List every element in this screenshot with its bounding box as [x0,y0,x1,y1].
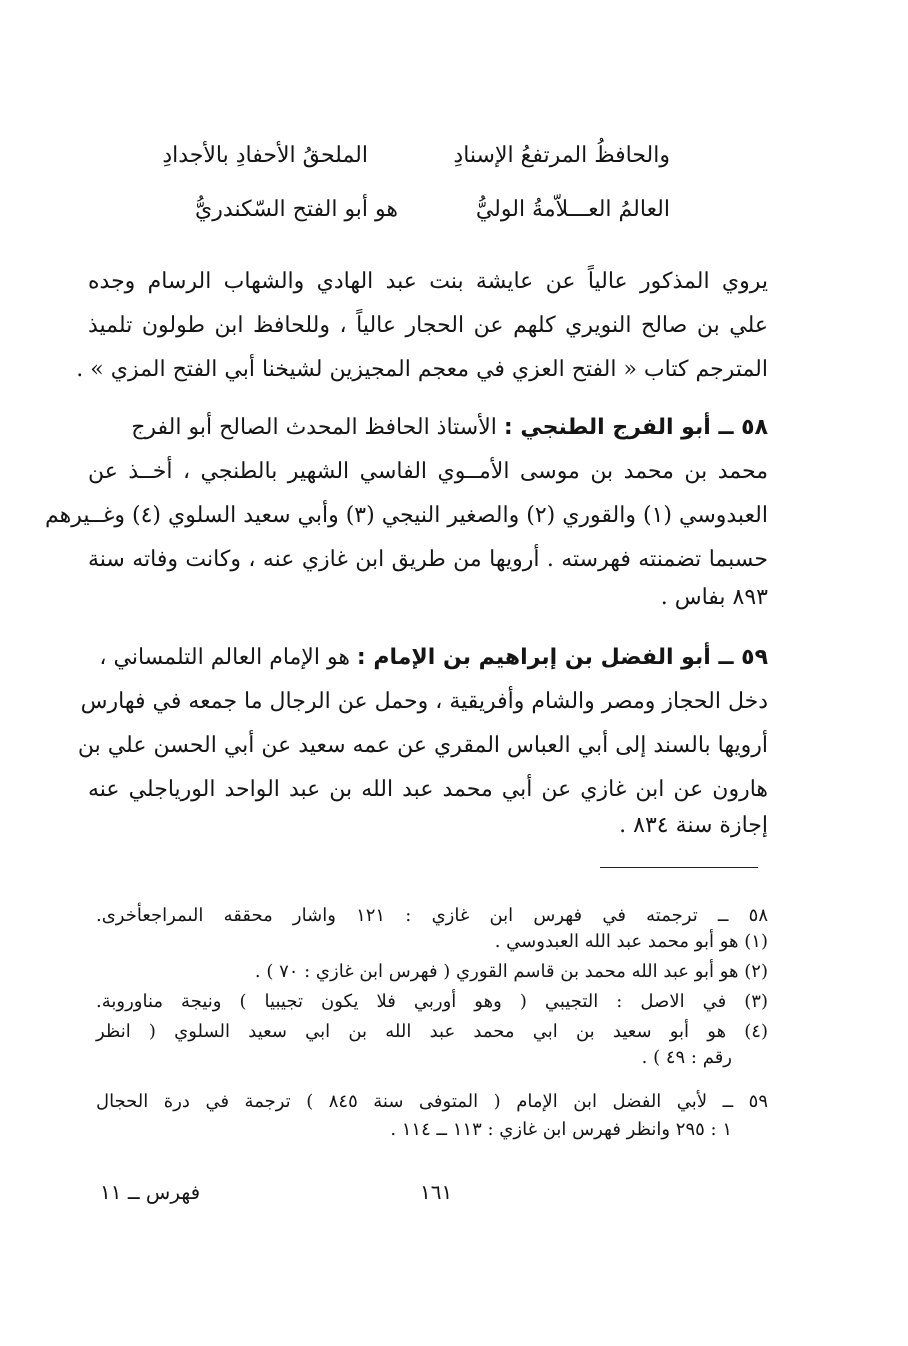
printer-signature: فهرس ــ ١١ [100,1180,201,1204]
entry-59-line: هارون عن ابن غازي عن أبي محمد عبد الله بن عبد الواحد الورياجلي عنه [88,777,768,802]
page-number: ١٦١ [420,1180,453,1204]
entry-59-line: إجازة سنة ٨٣٤ . [619,813,768,838]
paragraph-line: يروي المذكور عالياً عن عايشة بنت عبد الهادي والشهاب الرسام وجده [88,269,768,294]
entry-58-line: الأستاذ الحافظ المحدث الصالح أبو الفرج [131,415,497,440]
verse-2-second-hemistich: هو أبو الفتح السّكندريُّ [195,197,398,222]
entry-59-line: دخل الحجاز ومصر والشام وأفريقية ، وحمل عن الرجال ما جمعه في فهارس [80,689,768,714]
paragraph-line: علي بن صالح النويري كلهم عن الحجار عالياً ، وللحافظ ابن طولون تلميذ [88,313,768,338]
verse-2-first-hemistich: العالمُ العـــلاّمةُ الوليُّ [475,197,670,222]
paragraph-line: المترجم كتاب « الفتح العزي في معجم المجيزين لشيخنا أبي الفتح المزي » . [76,357,768,382]
footnote-line: (١) هو أبو محمد عبد الله العبدوسي . [494,931,768,952]
verse-1-second-hemistich: الملحقُ الأحفادِ بالأجدادِ [162,143,368,168]
entry-59-heading: ٥٩ ــ أبو الفضل بن إبراهيم بن الإمام : [356,645,768,670]
footnote-line: ١ : ٢٩٥ وانظر فهرس ابن غازي : ١١٣ ــ ١١٤ . [390,1119,732,1140]
footnote-line: رقم : ٤٩ ) . [641,1047,732,1068]
footnote-line: (٢) هو أبو عبد الله محمد بن قاسم القوري ( فهرس ابن غازي : ٧٠ ) . [254,961,768,982]
entry-58-heading: ٥٨ ــ أبو الفرج الطنجي : [503,415,768,440]
verse-1-first-hemistich: والحافظُ المرتفعُ الإسنادِ [453,143,670,168]
entry-58-line: حسبما تضمنته فهرسته . أرويها من طريق ابن غازي عنه ، وكانت وفاته سنة [88,547,768,572]
footnote-line: (٣) في الاصل : التجيبي ( وهو أوربي فلا يكون تجيبيا ) ونيجة مناوروبة. [96,991,768,1012]
footnote-line: ٥٩ ــ لأبي الفضل ابن الإمام ( المتوفى سنة ٨٤٥ ) ترجمة في درة الحجال [96,1091,768,1112]
entry-59-line: أرويها بالسند إلى أبي العباس المقري عن عمه سعيد عن أبي الحسن علي بن [77,733,768,758]
entry-59-line: هو الإمام العالم التلمساني ، [99,645,350,670]
entry-58-first-line [88,408,768,450]
footnote-line: ٥٨ ــ ترجمته في فهرس ابن غازي : ١٢١ واشار محققه الىمراجعأخرى. [96,905,768,926]
footnote-line: (٤) هو أبو سعيد بن ابي محمد عبد الله بن ابي سعيد السلوي ( انظر [96,1021,768,1042]
footnote-divider [600,867,758,868]
entry-58-line: العبدوسي (١) والقوري (٢) والصغير النيجي (٣) وأبي سعيد السلوي (٤) وغــيرهم [44,503,768,528]
entry-58-line: محمد بن محمد بن موسى الأمــوي الفاسي الشهير بالطنجي ، أخــذ عن [88,459,768,484]
entry-58-line: ٨٩٣ بفاس . [660,585,768,610]
entry-59-first-line [88,638,768,680]
